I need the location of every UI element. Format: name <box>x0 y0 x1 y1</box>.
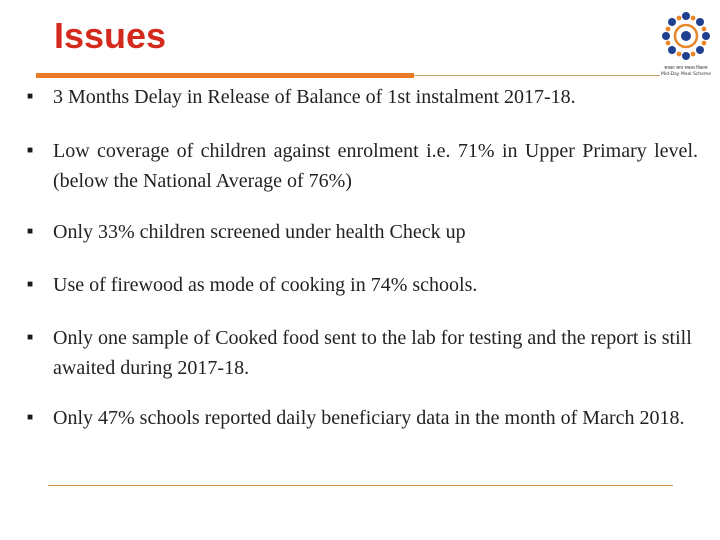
bullet-square-icon <box>27 228 34 236</box>
circular-emblem-icon <box>658 8 714 64</box>
title-underline <box>414 75 660 76</box>
logo <box>658 8 714 82</box>
bullet-square-icon <box>27 414 34 422</box>
list-item-text: Use of firewood as mode of cooking in 74% schools. <box>53 274 478 296</box>
list-item-text: Only one sample of Cooked food sent to the lab for testing and the report is still awaited during 2017-18. <box>53 327 692 379</box>
bullet-square-icon <box>27 147 34 155</box>
logo-caption-hindi: सबका साथ सबका विकास <box>664 66 708 71</box>
page-title: Issues <box>54 15 167 56</box>
list-item-text: Only 47% schools reported daily beneficiary data in the month of March 2018. <box>53 407 685 429</box>
list-item-text: 3 Months Delay in Release of Balance of 1st instalment 2017-18. <box>53 86 576 108</box>
list-item-text: Only 33% children screened under health Check up <box>53 221 466 243</box>
bullet-square-icon <box>27 281 34 289</box>
bullet-square-icon <box>27 93 34 101</box>
footer-divider <box>48 485 673 486</box>
logo-caption-english: Mid-Day Meal Scheme <box>660 72 712 77</box>
bullet-square-icon <box>27 334 34 342</box>
title-accent-bar <box>36 73 414 78</box>
list-item-text: Low coverage of children against enrolment i.e. 71% in Upper Primary level. (below the National Average of 76%) <box>53 140 698 192</box>
